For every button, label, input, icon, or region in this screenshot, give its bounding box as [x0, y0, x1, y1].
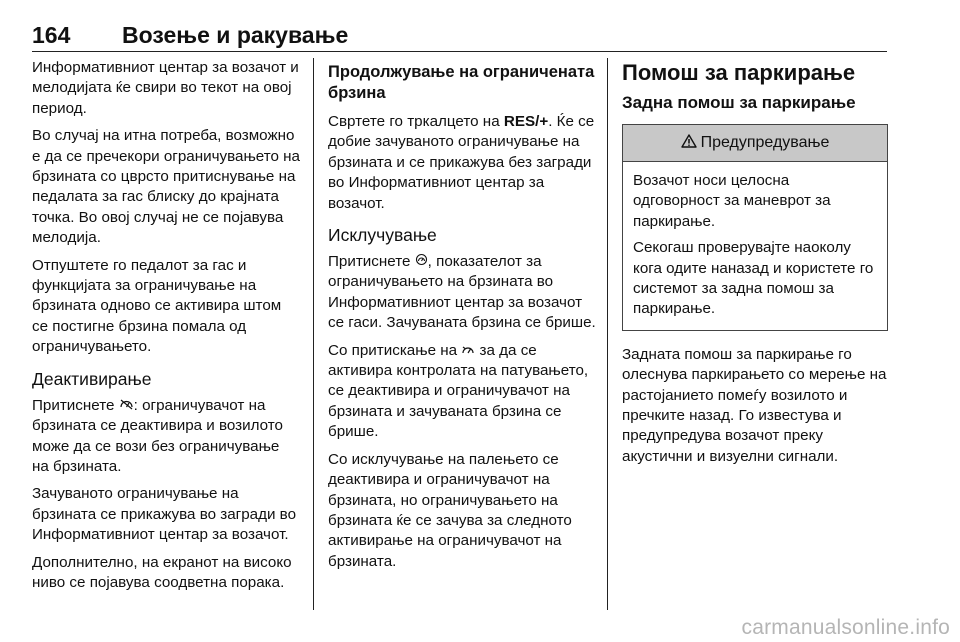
paragraph: Дополнително, на екранот на високо ниво се појавува соодветна порака.	[32, 553, 292, 591]
heading-off: Исклучување	[328, 225, 437, 246]
subsection-heading: Задна помош за паркирање	[622, 93, 856, 112]
text: , показателот за ограничувањето на брзината во Информативниот центар за возачот се гаси. Зачуваната брзина се брише.	[328, 253, 596, 332]
speed-limiter-icon	[415, 252, 428, 272]
paragraph: Зачуваното ограничување на брзината се прикажува во загради во Информативниот центар за возачот.	[32, 485, 297, 544]
heading-resume: Продолжување на ограничената брзина	[328, 63, 595, 102]
text: Притиснете	[328, 253, 415, 271]
paragraph	[328, 341, 596, 443]
paragraph: Информативниот центар за возачот и мелодијата ќе свири во текот на овој период.	[32, 59, 299, 117]
paragraph	[328, 252, 596, 334]
res-key-label: RES/+	[503, 113, 549, 130]
header-rule	[32, 51, 887, 52]
warning-triangle-icon	[681, 125, 697, 161]
warning-title: Предупредување	[700, 134, 830, 151]
page-title: Возење и ракување	[122, 22, 349, 48]
paragraph: Задната помош за паркирање го олеснува паркирањето со мерење на растојанието помеѓу возилото и пречките назад. Го известува и предупредува возачот преку акустични и визуелни сигнали.	[622, 345, 887, 465]
column-3	[622, 58, 888, 474]
heading-deactivate: Деактивирање	[32, 368, 152, 389]
paragraph: Во случај на итна потреба, возможно е да се пречекори ограничувањето на брзината со цврсто притиснување на педалата за гас блиску до крајната точка. Во овој случај не се појавува мелодија.	[32, 127, 301, 247]
speed-limiter-pause-icon	[119, 396, 134, 416]
column-divider-1	[313, 58, 314, 610]
text: за да се активира контролата на патувањето, се деактивира и ограничувачот на брзината и зачуваната брзина се брише.	[328, 341, 589, 441]
page-number: 164	[32, 22, 71, 48]
column-divider-2	[607, 58, 608, 610]
warning-header	[623, 125, 887, 162]
text: Притиснете	[32, 396, 119, 414]
text: Свртете го тркалцето на	[328, 113, 504, 130]
cruise-control-icon	[461, 341, 475, 361]
text: . Ќе се добие зачуваното ограничување на брзината и се прикажува без загради во Информативниот центар за возачот.	[328, 113, 595, 212]
watermark: carmanualsonline.info	[741, 616, 950, 639]
paragraph: Отпуштете го педалот за гас и функцијата за ограничување на брзината одново се активира штом се постигне брзина помала од ограничувањето.	[32, 256, 282, 356]
warning-box	[622, 124, 888, 331]
text: : ограничувачот на брзината се деактивира и возилото може да се вози без ограничување на брзината.	[32, 396, 284, 475]
column-1	[32, 58, 300, 600]
page-header	[32, 22, 887, 54]
section-heading: Помош за паркирање	[622, 60, 856, 85]
text: Со притискање на	[328, 341, 462, 359]
paragraph: Со исклучување на палењето се деактивира и ограничувачот на брзината, но ограничувањето на брзината ќе се зачува за следното активирање на ограничувачот на брзината.	[328, 450, 572, 570]
paragraph	[32, 396, 300, 478]
paragraph: Секогаш проверувајте наоколу кога одите наназад и користете го системот за задна помош за паркирање.	[633, 239, 874, 318]
paragraph: Возачот носи целосна одговорност за маневрот за паркирање.	[633, 172, 831, 230]
warning-body	[623, 162, 887, 330]
paragraph	[328, 112, 596, 214]
column-2	[328, 58, 596, 579]
